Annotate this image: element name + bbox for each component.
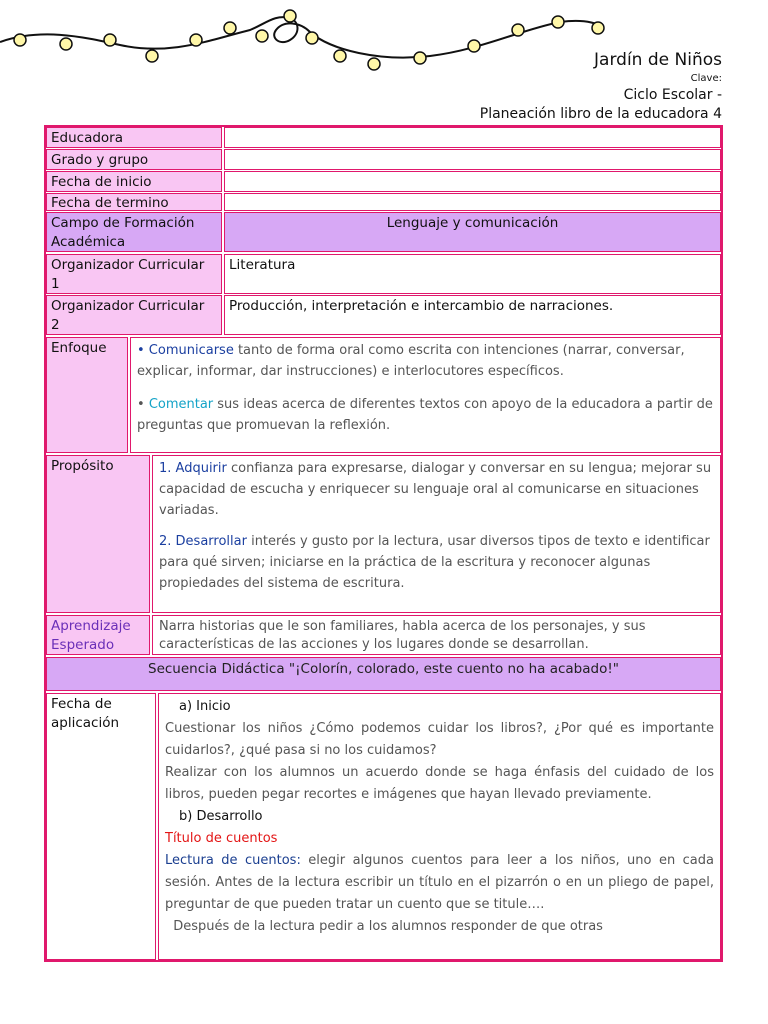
- ciclo-escolar: Ciclo Escolar -: [623, 87, 722, 103]
- enfoque-label: Enfoque: [46, 337, 128, 453]
- enfoque-item-2: • Comentar sus ideas acerca de diferentes textos con apoyo de la educadora a partir de preguntas que promuevan la reflexión.: [137, 397, 713, 433]
- desarrollo-heading: b) Desarrollo: [179, 809, 263, 824]
- org1-value: Literatura: [224, 254, 721, 294]
- titulo-cuentos-heading: Título de cuentos: [165, 831, 278, 846]
- enfoque-item-1: • Comunicarse tanto de forma oral como escrita con intenciones (narrar, conversar, explicar, informar, dar instrucciones) e interlocutores específicos.: [137, 343, 685, 379]
- inicio-paragraph-1: Cuestionar los niños ¿Cómo podemos cuidar los libros?, ¿Por qué es importante cuidarlos?, ¿qué pasa si no los cuidamos?: [165, 721, 714, 758]
- secuencia-title: Secuencia Didáctica "¡Colorín, colorado, este cuento no ha acabado!": [46, 657, 721, 691]
- proposito-item-1: 1. Adquirir confianza para expresarse, dialogar y conversar en su lengua; mejorar su capacidad de escucha y enriquecer su lenguaje oral al comunicarse en situaciones variadas.: [159, 461, 712, 518]
- educadora-field[interactable]: [224, 127, 721, 148]
- aprendizaje-label: Aprendizaje Esperado: [46, 615, 150, 655]
- fecha-termino-label: Fecha de termino: [46, 193, 222, 211]
- aplicacion-label: Fecha de aplicación: [46, 693, 156, 960]
- grado-field[interactable]: [224, 149, 721, 170]
- inicio-paragraph-2: Realizar con los alumnos un acuerdo donde se haga énfasis del cuidado de los libros, pueden pegar recortes e imágenes que hayan llevado previamente.: [165, 765, 714, 802]
- planeacion-title: Planeación libro de la educadora 4: [479, 106, 722, 122]
- org2-value: Producción, interpretación e intercambio de narraciones.: [224, 295, 721, 335]
- org2-label: Organizador Curricular 2: [46, 295, 222, 335]
- despues-paragraph: Después de la lectura pedir a los alumnos responder de que otras: [165, 919, 603, 934]
- proposito-label: Propósito: [46, 455, 150, 613]
- lectura-paragraph: Lectura de cuentos: elegir algunos cuentos para leer a los niños, uno en cada sesión. Antes de la lectura escribir un título en el pizarrón o en un pliego de papel, preguntar de que pueden tratar un cuento que se titule….: [165, 853, 714, 912]
- aplicacion-content: [158, 693, 721, 960]
- clave-label: Clave:: [690, 73, 722, 84]
- proposito-item-2: 2. Desarrollar interés y gusto por la lectura, usar diversos tipos de texto e identificar para qué sirven; iniciarse en la práctica de la escritura y reconocer algunas propiedades del sistema de escritura.: [159, 534, 710, 591]
- enfoque-item-2-lead: Comentar: [148, 397, 214, 412]
- aprendizaje-text: Narra historias que le son familiares, habla acerca de los personajes, y sus características de las acciones y los lugares donde se desarrollan.: [152, 615, 721, 655]
- grado-label: Grado y grupo: [46, 149, 222, 170]
- campo-label: Campo de Formación Académica: [46, 212, 222, 252]
- school-name: Jardín de Niños: [594, 50, 722, 70]
- inicio-heading: a) Inicio: [179, 699, 231, 714]
- educadora-label: Educadora: [46, 127, 222, 148]
- org1-label: Organizador Curricular 1: [46, 254, 222, 294]
- enfoque-content: [130, 337, 721, 453]
- enfoque-item-1-lead: • Comunicarse: [137, 343, 234, 358]
- fecha-termino-field[interactable]: [224, 193, 721, 211]
- proposito-item-2-lead: 2. Desarrollar: [159, 534, 247, 549]
- proposito-item-1-lead: 1. Adquirir: [159, 461, 227, 476]
- campo-value: Lenguaje y comunicación: [224, 212, 721, 252]
- lectura-lead: Lectura de cuentos:: [165, 853, 301, 868]
- fecha-inicio-label: Fecha de inicio: [46, 171, 222, 192]
- proposito-content: [152, 455, 721, 613]
- fecha-inicio-field[interactable]: [224, 171, 721, 192]
